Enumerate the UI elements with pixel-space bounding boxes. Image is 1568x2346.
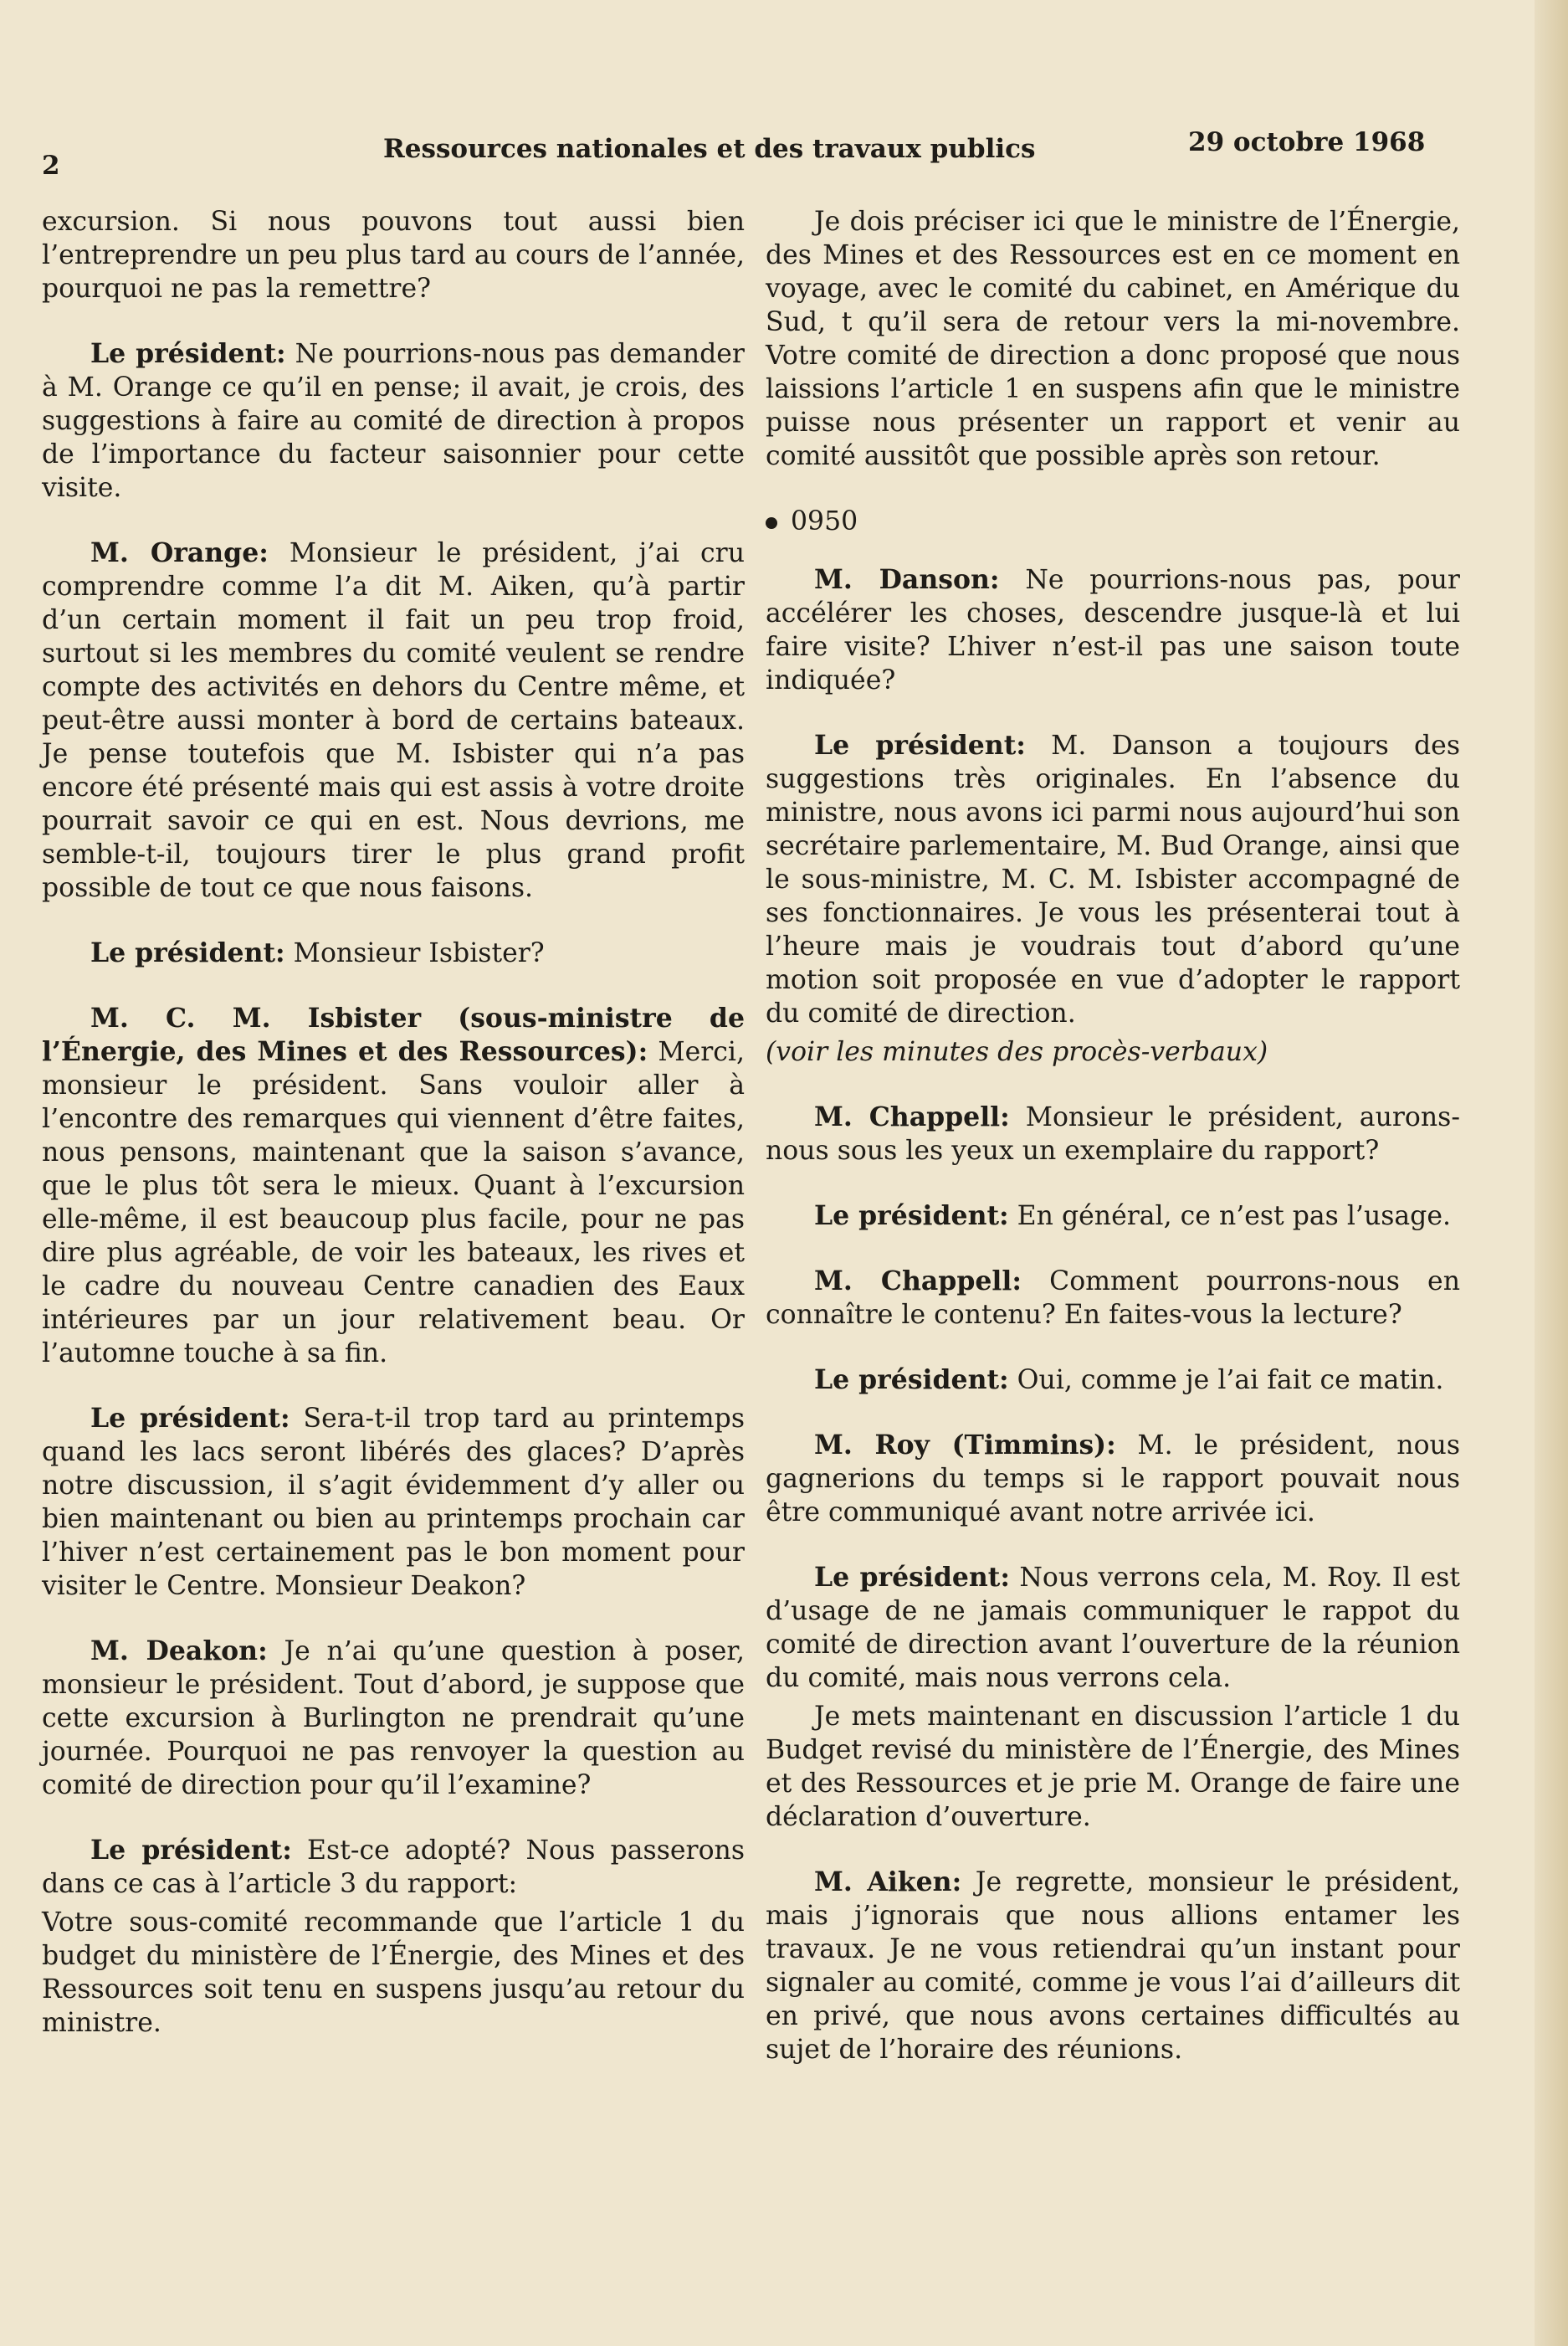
paragraph	[766, 1101, 1460, 1168]
paragraph	[42, 937, 745, 970]
paragraph-text: Je regrette, monsieur le président, mais j’ignorais que nous allions entamer les travaux. Je ne vous retiendrai qu’un instant pour signaler au comité, comme je vous l’ai d’ailleurs dit en privé, que nous avons certaines difficultés au sujet de l’horaire des réunions.	[766, 1867, 1460, 2065]
speaker-name: M. Roy (Timmins):	[814, 1430, 1116, 1460]
paragraph-text: Nous verrons cela, M. Roy. Il est d’usage de ne jamais communiquer le rappot du comité de direction avant l’ouverture de la réunion du comité, mais nous verrons cela.	[766, 1563, 1461, 1693]
running-title: Ressources nationales et des travaux publics	[383, 134, 1036, 164]
speaker-name: Le président:	[90, 1403, 290, 1434]
page-edge	[1535, 0, 1568, 2346]
left-column	[42, 205, 745, 2071]
paragraph	[766, 1363, 1460, 1397]
speaker-name: M. C. M. Isbister (sous-ministre de l’Énergie, des Mines et des Ressources):	[42, 1003, 745, 1067]
paragraph	[766, 729, 1460, 1030]
paragraph-text: Monsieur Isbister?	[284, 938, 545, 968]
header-date: 29 octobre 1968	[1188, 127, 1426, 157]
speaker-name: Le président:	[814, 730, 1026, 761]
paragraph-text: Est-ce adopté? Nous passerons dans ce cas à l’article 3 du rapport:	[42, 1835, 746, 1899]
paragraph	[766, 1866, 1460, 2066]
paragraph	[766, 1561, 1460, 1695]
paragraph	[42, 1834, 745, 1901]
paragraph	[766, 563, 1460, 697]
speaker-name: Le président:	[814, 1562, 1010, 1593]
speaker-name: M. Chappell:	[814, 1101, 1010, 1132]
paragraph-text: Comment pourrons-nous en connaître le contenu? En faites-vous la lecture?	[766, 1266, 1460, 1330]
page-header	[42, 126, 1442, 181]
paragraph-text: Oui, comme je l’ai fait ce matin.	[1008, 1365, 1444, 1395]
paragraph-text: Ne pourrions-nous pas, pour accélérer les choses, descendre jusque-là et lui faire visite? L’hiver n’est-il pas une saison toute indiquée?	[766, 565, 1460, 696]
paragraph	[42, 536, 745, 905]
paragraph	[766, 205, 1460, 473]
speaker-name: Le président:	[814, 1364, 1009, 1395]
speaker-name: M. Aiken:	[814, 1866, 962, 1897]
quoted-recommendation: Votre sous-comité recommande que l’article 1 du budget du ministère de l’Énergie, des Mines et des Ressources soit tenu en suspens jusqu’au retour du ministre.	[42, 1907, 745, 2038]
paragraph	[42, 337, 745, 505]
paragraph-text: excursion. Si nous pouvons tout aussi bien l’entreprendre un peu plus tard au cours de l’année, pourquoi ne pas la remettre?	[42, 207, 745, 304]
speaker-name: Le président:	[90, 937, 285, 968]
speaker-name: Le président:	[814, 1200, 1009, 1231]
speaker-name: Le président:	[90, 1835, 292, 1866]
paragraph-text: M. Danson a toujours des suggestions très originales. En l’absence du ministre, nous avons ici parmi nous aujourd’hui son secrétaire parlementaire, M. Bud Orange, ainsi que le sous-ministre, M. C. M. Isbister accompagné de ses fonctionnaires. Je vous les présenterai tout à l’heure mais je voudrais tout d’abord qu’une motion soit proposée en vue d’adopter le rapport du comité de direction.	[766, 731, 1460, 1029]
paragraph-text: Sera-t-il trop tard au printemps quand les lacs seront libérés des glaces? D’après notre discussion, il s’agit évidemment d’y aller ou bien maintenant ou bien au printemps prochain car l’hiver n’est certainement pas le bon moment pour visiter le Centre. Monsieur Deakon?	[42, 1404, 745, 1601]
right-column	[766, 205, 1460, 2098]
paragraph	[766, 1429, 1460, 1529]
speaker-name: M. Deakon:	[90, 1635, 268, 1666]
paragraph-text: M. le président, nous gagnerions du temps si le rapport pouvait nous être communiqué avant notre arrivée ici.	[766, 1430, 1461, 1527]
paragraph-text: Merci, monsieur le président. Sans vouloir aller à l’encontre des remarques qui viennent d’être faites, nous pensons, maintenant que la saison s’avance, que le plus tôt sera le mieux. Quant à l’excursion elle-même, il est beaucoup plus facile, pour ne pas dire plus agréable, de voir les bateaux, les rives et le cadre du nouveau Centre canadien des Eaux intérieures par un jour relativement beau. Or l’automne touche à sa fin.	[42, 1037, 745, 1368]
paragraph-text: Monsieur le président, aurons-nous sous les yeux un exemplaire du rapport?	[766, 1102, 1460, 1166]
paragraph	[42, 205, 745, 305]
speaker-name: M. Orange:	[90, 537, 269, 568]
paragraph-text: Je dois préciser ici que le ministre de l’Énergie, des Mines et des Ressources est en ce moment en voyage, avec le comité du cabinet, en Amérique du Sud, t qu’il sera de retour vers la mi-novembre. Votre comité de direction a donc proposé que nous laissions l’article 1 en suspens afin que le ministre puisse nous présenter un rapport et venir au comité aussitôt que possible après son retour.	[766, 207, 1460, 471]
paragraph	[766, 1265, 1460, 1332]
procedural-note: (voir les minutes des procès-verbaux)	[766, 1037, 1268, 1067]
speaker-name: Le président:	[90, 338, 286, 369]
paragraph	[42, 1002, 745, 1370]
paragraph	[766, 1199, 1460, 1233]
paragraph-text: Je n’ai qu’une question à poser, monsieur le président. Tout d’abord, je suppose que cette excursion à Burlington ne prendrait qu’une journée. Pourquoi ne pas renvoyer la question au comité de direction pour qu’il l’examine?	[42, 1636, 745, 1800]
time-marker	[766, 505, 1460, 538]
paragraph	[42, 1402, 745, 1603]
bullet-icon	[766, 517, 777, 529]
page-number: 2	[42, 151, 60, 181]
speaker-name: M. Danson:	[814, 564, 1000, 595]
speaker-name: M. Chappell:	[814, 1265, 1022, 1296]
paragraph-text: Ne pourrions-nous pas demander à M. Orange ce qu’il en pense; il avait, je crois, des suggestions à faire au comité de direction à propos de l’importance du facteur saisonnier pour cette visite.	[42, 339, 745, 503]
paragraph-text: Je mets maintenant en discussion l’article 1 du Budget revisé du ministère de l’Énergie, des Mines et des Ressources et je prie M. Orange de faire une déclaration d’ouverture.	[766, 1702, 1460, 1832]
time-marker-text: 0950	[791, 506, 858, 536]
paragraph-text: En général, ce n’est pas l’usage.	[1008, 1201, 1451, 1231]
paragraph	[42, 1635, 745, 1802]
paragraph	[766, 1700, 1460, 1834]
paragraph-text: Monsieur le président, j’ai cru comprendre comme l’a dit M. Aiken, qu’à partir d’un certain moment il fait un peu trop froid, surtout si les membres du comité veulent se rendre compte des activités en dehors du Centre même, et peut-être aussi monter à bord de certains bateaux. Je pense toutefois que M. Isbister qui n’a pas encore été présenté mais qui est assis à votre droite pourrait savoir ce qui en est. Nous devrions, me semble-t-il, toujours tirer le plus grand profit possible de tout ce que nous faisons.	[42, 538, 745, 903]
